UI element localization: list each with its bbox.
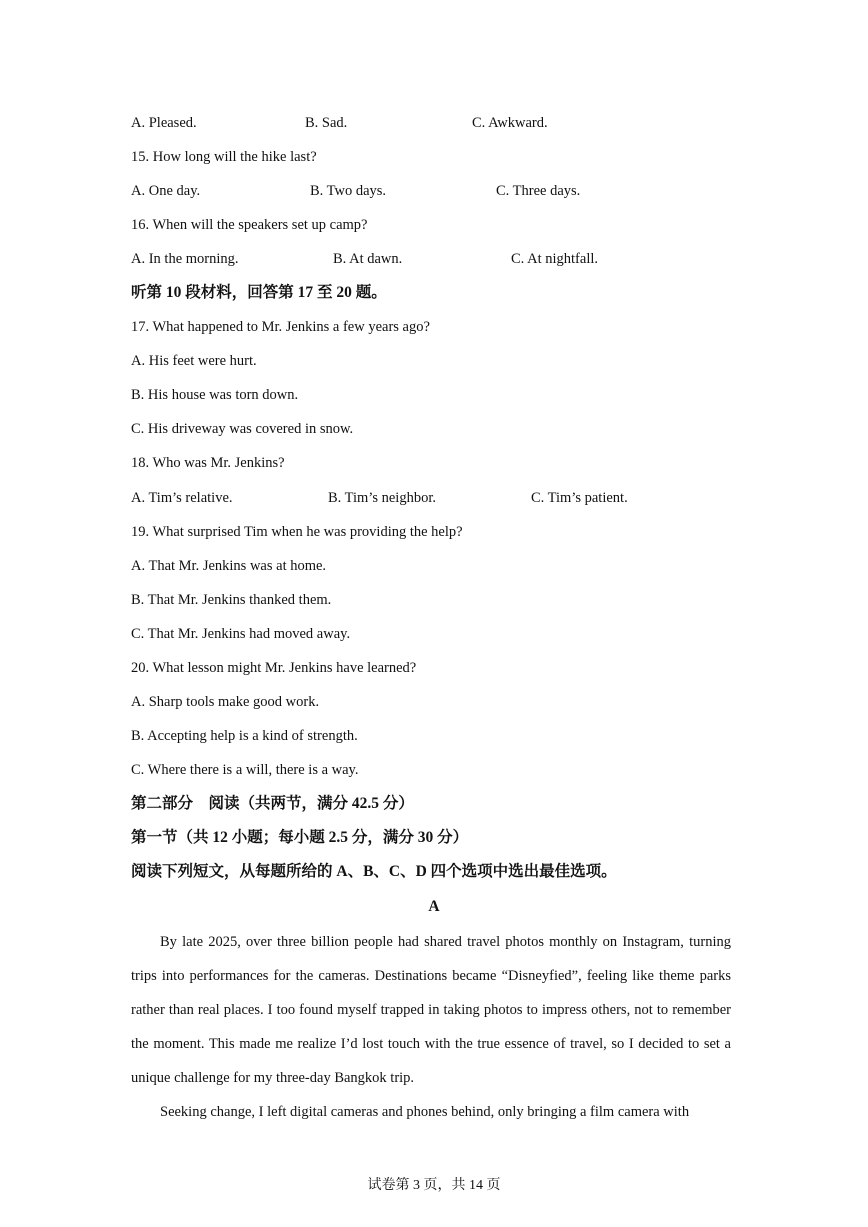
q19-option-a: A. That Mr. Jenkins was at home. bbox=[131, 558, 327, 574]
section10-heading: 听第 10 段材料，回答第 17 至 20 题。 bbox=[131, 284, 387, 301]
q17-option-a: A. His feet were hurt. bbox=[131, 353, 257, 369]
passage-body bbox=[131, 925, 731, 1129]
q14-option-c: C. Awkward. bbox=[472, 115, 548, 131]
q17-option-b: B. His house was torn down. bbox=[131, 387, 299, 403]
section1-heading: 第一节（共 12 小题；每小题 2.5 分，满分 30 分） bbox=[131, 829, 469, 846]
q15-option-c: C. Three days. bbox=[496, 183, 581, 199]
passage-paragraph-1: By late 2025, over three billion people had shared travel photos monthly on Instagram, turning trips into performances for the cameras. Destinations became “Disneyfied”, feeling like theme parks rather than real places. I too found myself trapped in taking photos to impress others, not to remember the moment. This made me realize I’d lost touch with the true essence of travel, so I decided to set a unique challenge for my three-day Bangkok trip. bbox=[131, 934, 731, 1086]
q16-option-a: A. In the morning. bbox=[131, 251, 239, 267]
q19-question: 19. What surprised Tim when he was providing the help? bbox=[131, 524, 463, 540]
q14-option-a: A. Pleased. bbox=[131, 115, 197, 131]
q20-option-c: C. Where there is a will, there is a way. bbox=[131, 762, 359, 778]
q16-option-c: C. At nightfall. bbox=[511, 251, 598, 267]
q14-option-b: B. Sad. bbox=[305, 115, 348, 131]
q19-option-b: B. That Mr. Jenkins thanked them. bbox=[131, 592, 332, 608]
q20-option-a: A. Sharp tools make good work. bbox=[131, 694, 320, 710]
q17-option-c: C. His driveway was covered in snow. bbox=[131, 421, 354, 437]
q18-option-c: C. Tim’s patient. bbox=[531, 490, 628, 506]
q15-question: 15. How long will the hike last? bbox=[131, 149, 317, 165]
q18-option-a: A. Tim’s relative. bbox=[131, 490, 233, 506]
q19-option-c: C. That Mr. Jenkins had moved away. bbox=[131, 626, 351, 642]
q16-option-b: B. At dawn. bbox=[333, 251, 403, 267]
q18-option-b: B. Tim’s neighbor. bbox=[328, 490, 436, 506]
q17-question: 17. What happened to Mr. Jenkins a few years ago? bbox=[131, 319, 430, 335]
q15-option-b: B. Two days. bbox=[310, 183, 387, 199]
part2-heading: 第二部分 阅读（共两节，满分 42.5 分） bbox=[131, 795, 414, 812]
q16-question: 16. When will the speakers set up camp? bbox=[131, 217, 368, 233]
q20-option-b: B. Accepting help is a kind of strength. bbox=[131, 728, 358, 744]
passage-paragraph-2: Seeking change, I left digital cameras and phones behind, only bringing a film camera with bbox=[160, 1104, 690, 1120]
passage-title: A bbox=[428, 898, 440, 915]
q20-question: 20. What lesson might Mr. Jenkins have learned? bbox=[131, 660, 417, 676]
q18-question: 18. Who was Mr. Jenkins? bbox=[131, 455, 285, 471]
reading-instructions: 阅读下列短文，从每题所给的 A、B、C、D 四个选项中选出最佳选项。 bbox=[131, 863, 617, 880]
q15-option-a: A. One day. bbox=[131, 183, 201, 199]
page-footer: 试卷第 3 页，共 14 页 bbox=[367, 1178, 501, 1193]
